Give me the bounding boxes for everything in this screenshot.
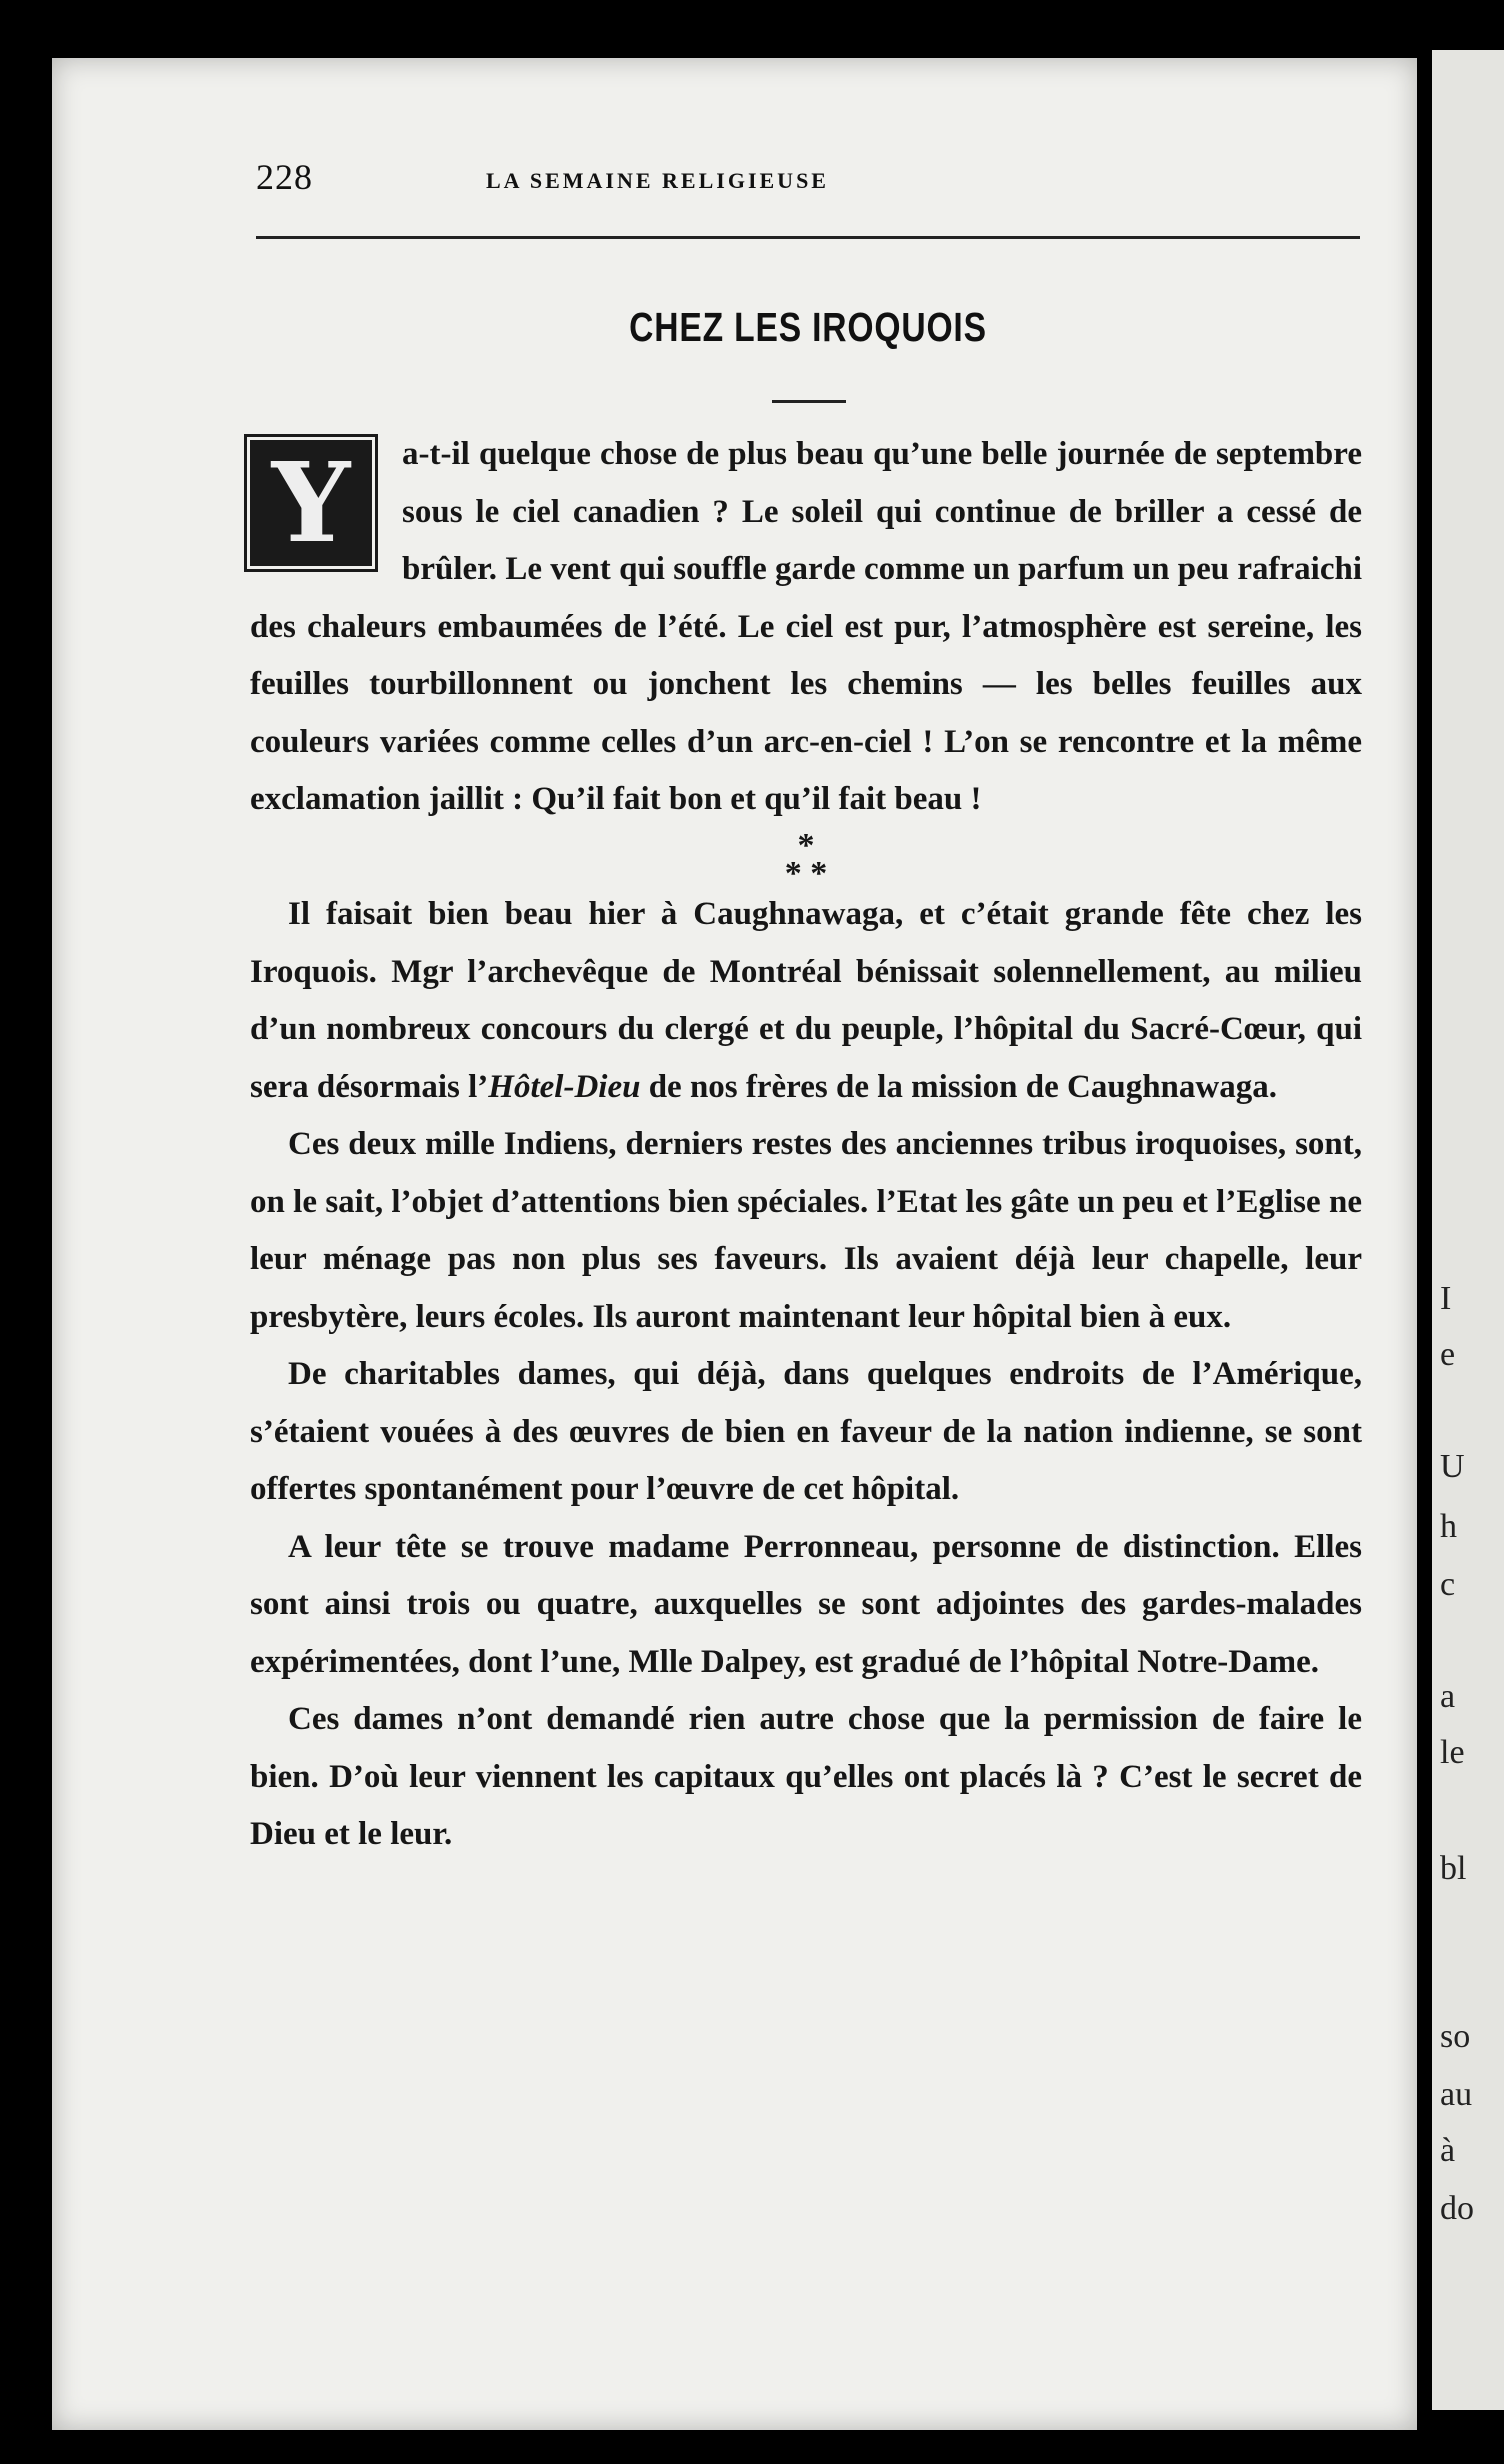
paragraph-text: Il faisait bien beau hier à Caughnawaga, et c’était grande fête chez les Iroquois. Mgr l’archevêque de Montréal bénissait solennellement, au milieu d’un nombreux concours du clergé et du peuple, l’hôpital du Sacré-Cœur, qui sera désormais l’	[250, 896, 1362, 1105]
facing-fragment: a	[1440, 1678, 1456, 1715]
header-rule	[256, 236, 1360, 239]
italic-term: Hôtel-Dieu	[488, 1068, 641, 1105]
facing-fragment: e	[1440, 1336, 1456, 1373]
paragraph-5	[250, 1519, 1362, 1692]
paragraph-text: de nos frères de la mission de Caughnawaga.	[640, 1068, 1277, 1105]
facing-fragment: au	[1440, 2076, 1473, 2113]
asterism-top: *	[797, 826, 815, 864]
paragraph-text: Ces dames n’ont demandé rien autre chose que la permission de faire le bien. D’où leur viennent les capitaux qu’elles ont placés là ? C’est le secret de Dieu et le leur.	[250, 1701, 1362, 1852]
page-number: 228	[256, 157, 313, 197]
paragraph-4	[250, 1346, 1362, 1519]
facing-fragment: U	[1440, 1448, 1465, 1485]
facing-fragment: do	[1440, 2190, 1474, 2227]
paragraph-2	[250, 886, 1362, 1116]
article-body	[250, 426, 1362, 1864]
facing-fragment: le	[1440, 1734, 1465, 1771]
paragraph-text: A leur tête se trouve madame Perronneau, personne de distinction. Elles sont ainsi trois ou quatre, auxquelles se sont adjointes des gardes-malades expérimentées, dont l’une, Mlle Dalpey, est gradué de l’hôpital Notre-Dame.	[250, 1528, 1362, 1680]
facing-fragment: à	[1440, 2132, 1456, 2169]
facing-fragment: bl	[1440, 1850, 1467, 1887]
facing-page-edge	[1432, 50, 1504, 2410]
drop-cap-letter: Y	[271, 438, 351, 567]
paragraph-text: De charitables dames, qui déjà, dans quelques endroits de l’Amérique, s’étaient vouées à des œuvres de bien en faveur de la nation indienne, se sont offertes spontanément pour l’œuvre de cet hôpital.	[250, 1356, 1362, 1507]
asterism-bottom: * *	[784, 854, 828, 892]
running-title: LA SEMAINE RELIGIEUSE	[486, 168, 829, 193]
paragraph-1	[250, 426, 1362, 829]
page-header	[198, 150, 1358, 197]
article-title: CHEZ LES IROQUOIS	[629, 304, 987, 350]
paragraph-6	[250, 1691, 1362, 1864]
facing-fragment: so	[1440, 2018, 1471, 2055]
facing-fragment: I	[1440, 1280, 1452, 1317]
paragraph-text: a-t-il quelque chose de plus beau qu’une belle journée de septembre sous le ciel canadien ? Le soleil qui continue de briller a cessé de brûler. Le vent qui souffle garde comme un parfum un peu rafraichi des chaleurs embaumées de l’été. Le ciel est pur, l’atmosphère est sereine, les feuilles tourbillonnent ou jonchent les chemins — les belles feuilles aux couleurs variées comme celles d’un arc-en-ciel ! L’on se rencontre et la même exclamation jaillit : Qu’il fait bon et qu’il fait beau !	[250, 436, 1362, 817]
paragraph-3	[250, 1116, 1362, 1346]
asterism	[250, 826, 1362, 892]
title-rule	[772, 400, 846, 403]
paragraph-text: Ces deux mille Indiens, derniers restes des anciennes tribus iroquoises, sont, on le sait, l’objet d’attentions bien spéciales. l’Etat les gâte un peu et l’Eglise ne leur ménage pas non plus ses faveurs. Ils avaient déjà leur chapelle, leur presbytère, leurs écoles. Ils auront maintenant leur hôpital bien à eux.	[250, 1126, 1362, 1335]
facing-fragment: h	[1440, 1508, 1457, 1545]
facing-fragment: c	[1440, 1566, 1456, 1603]
drop-cap-ornament	[250, 440, 372, 566]
